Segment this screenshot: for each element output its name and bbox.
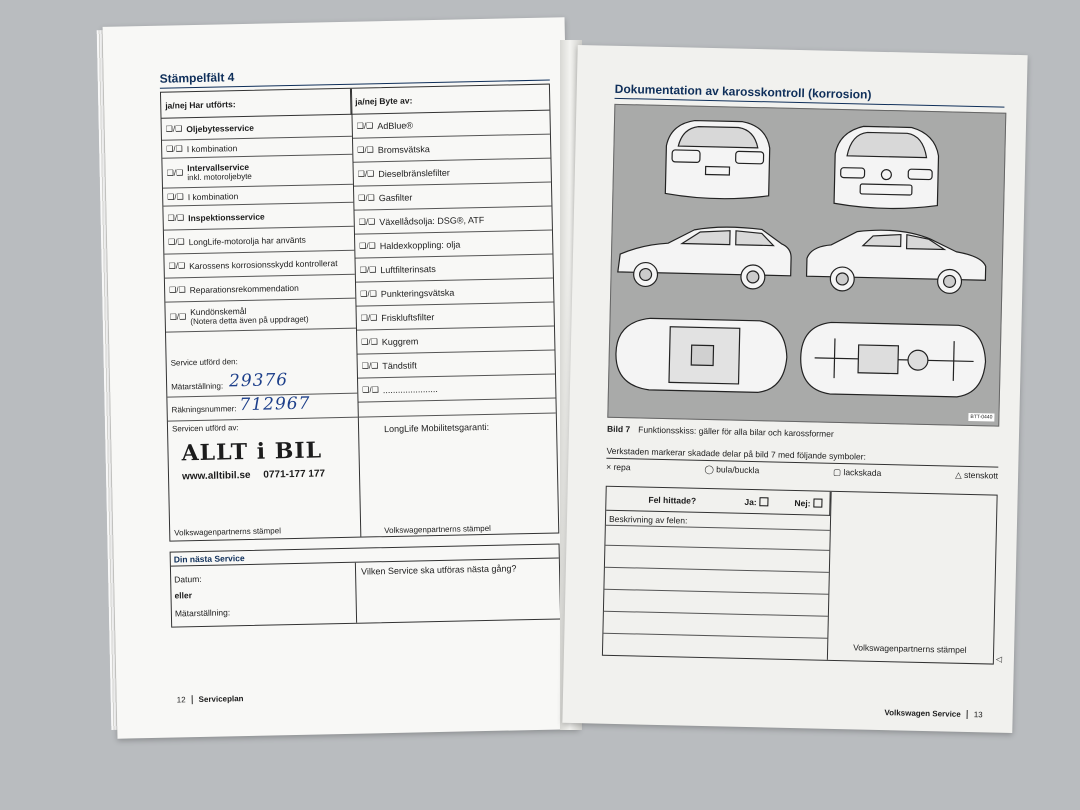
right-title: Dokumentation av karosskontroll (korrosion) xyxy=(614,81,872,102)
performed-label xyxy=(190,304,309,326)
partner-stamp-label: Volkswagenpartnerns stämpel xyxy=(174,526,282,538)
write-line xyxy=(605,567,829,573)
stamp-company-name: ALLT i BIL xyxy=(181,437,323,467)
replaced-label: Kuggrem xyxy=(381,335,419,347)
performed-text: Intervallservice xyxy=(187,161,250,173)
write-line xyxy=(604,589,828,595)
next-service-title: Din nästa Service xyxy=(171,544,559,566)
replaced-label: AdBlue® xyxy=(377,119,414,131)
performed-label xyxy=(187,161,252,182)
write-line xyxy=(603,633,827,639)
figure-caption xyxy=(607,424,834,439)
right-partner-stamp-label: Volkswagenpartnerns stämpel xyxy=(853,642,967,655)
symbol-paint-damage: ▢ lackskada xyxy=(833,466,882,478)
performed-text: I kombination xyxy=(187,190,239,202)
replaced-label: Punkteringsvätska xyxy=(380,287,455,299)
partner-stamp-label-right: Volkswagenpartnerns stämpel xyxy=(384,523,492,536)
fault-found-label: Fel hittade? xyxy=(648,494,697,506)
ja-nej-checkbox[interactable]: ❑/❑ xyxy=(168,236,185,247)
performed-text: Kundönskemål xyxy=(190,305,247,317)
ja-nej-checkbox[interactable]: ❑/❑ xyxy=(168,260,186,271)
right-page xyxy=(562,45,1027,733)
car-sketch-svg xyxy=(608,105,1005,426)
ja-nej-checkbox[interactable]: ❑/❑ xyxy=(358,192,375,203)
ja-nej-checkbox[interactable]: ❑/❑ xyxy=(357,144,374,155)
write-line xyxy=(604,611,828,617)
ja-nej-checkbox[interactable]: ❑/❑ xyxy=(166,143,183,154)
stamp-phone: 0771-177 177 xyxy=(263,468,326,481)
ja-nej-checkbox[interactable]: ❑/❑ xyxy=(361,336,378,347)
ja-nej-checkbox[interactable]: ❑/❑ xyxy=(359,240,376,251)
car-side-view-left xyxy=(618,225,792,290)
ja-nej-checkbox[interactable]: ❑/❑ xyxy=(359,264,377,275)
ja-nej-checkbox[interactable]: ❑/❑ xyxy=(167,191,184,202)
symbol-stone-chip: △ stenskott xyxy=(955,469,999,481)
replaced-label: Bromsvätska xyxy=(377,143,430,155)
left-page xyxy=(103,17,580,739)
invoice-value: 712967 xyxy=(239,393,311,416)
performed-text: Oljebytesservice xyxy=(186,122,254,134)
invoice-label: Räkningsnummer: xyxy=(171,404,237,415)
performed-label xyxy=(189,258,338,271)
no-label: Nej: xyxy=(794,498,811,509)
car-rear-view xyxy=(665,120,770,200)
yes-label: Ja: xyxy=(744,496,757,508)
ja-nej-checkbox[interactable]: ❑/❑ xyxy=(360,312,378,323)
replaced-label: Gasfilter xyxy=(378,191,413,203)
replaced-label: Växellådsolja: DSG®, ATF xyxy=(379,214,485,227)
ja-nej-checkbox[interactable]: ❑/❑ xyxy=(357,168,375,179)
performed-text: Reparationsrekommendation xyxy=(189,282,299,295)
col-a-header: ja/nej Har utförts: xyxy=(161,89,352,119)
performed-text: I kombination xyxy=(186,142,238,154)
replaced-label: Luftfilterinsats xyxy=(380,263,436,275)
fault-box xyxy=(602,486,998,665)
ja-nej-checkbox[interactable]: ❑/❑ xyxy=(169,284,186,295)
car-side-view-right xyxy=(806,228,986,294)
right-footer xyxy=(884,708,982,719)
marking-instructions: Verkstaden markerar skadade delar på bild 7 med följande symboler: xyxy=(606,445,867,462)
replaced-label: Friskluftsfilter xyxy=(381,311,435,323)
performed-text: Karossens korrosionsskydd kontrollerat xyxy=(189,257,338,271)
next-or-label: eller xyxy=(174,590,193,601)
ja-nej-checkbox[interactable]: ❑/❑ xyxy=(361,360,379,371)
ja-nej-checkbox[interactable]: ❑/❑ xyxy=(167,212,185,223)
performed-label xyxy=(187,143,238,154)
ja-nej-checkbox[interactable]: ❑/❑ xyxy=(362,384,379,395)
symbol-dent: ◯ bula/buckla xyxy=(704,463,760,476)
performed-label xyxy=(188,191,239,202)
guarantee-label: LongLife Mobilitetsgaranti: xyxy=(383,421,490,435)
car-underbody-view xyxy=(800,322,986,398)
right-footer-label: Volkswagen Service xyxy=(884,708,968,719)
replaced-row[interactable] xyxy=(358,375,555,403)
left-footer xyxy=(177,694,244,704)
next-service-question: Vilken Service ska utföras nästa gång? xyxy=(360,563,517,577)
write-line xyxy=(605,545,829,551)
figure-code: BTT-0440 xyxy=(968,413,994,422)
next-service-box xyxy=(170,543,562,627)
odometer-value: 29376 xyxy=(228,370,289,392)
yes-checkbox[interactable] xyxy=(760,497,769,506)
replaced-label: Dieselbränslefilter xyxy=(378,167,450,179)
fault-divider xyxy=(827,492,832,660)
car-sketch-figure xyxy=(607,104,1006,427)
service-date-label: Service utförd den: xyxy=(170,357,238,368)
replaced-label: Tändstift xyxy=(382,359,417,371)
performed-label xyxy=(189,234,306,246)
next-odometer-label: Mätarställning: xyxy=(174,607,231,619)
description-label: Beskrivning av felen: xyxy=(608,513,688,526)
odometer-label: Mätarställning: xyxy=(171,381,224,392)
stamp-url: www.alltibil.se xyxy=(181,469,251,483)
performed-row[interactable] xyxy=(162,155,353,189)
right-page-number: 13 xyxy=(973,710,983,720)
left-footer-label: Serviceplan xyxy=(198,694,244,705)
car-top-view xyxy=(615,318,787,393)
no-checkbox[interactable] xyxy=(813,498,822,507)
performed-label xyxy=(186,122,254,133)
write-line xyxy=(606,525,830,531)
ja-nej-checkbox[interactable]: ❑/❑ xyxy=(165,123,183,134)
caption-label: Bild 7 xyxy=(606,423,631,435)
performed-text: LongLife-motorolja har använts xyxy=(188,234,306,247)
performed-text: Inspektionsservice xyxy=(188,211,265,223)
next-date-label: Datum: xyxy=(174,573,202,585)
section-title: Stämpelfält 4 xyxy=(159,70,235,86)
yes-option[interactable] xyxy=(744,497,769,508)
row-rule xyxy=(168,413,556,422)
performed-subtext: inkl. motoroljebyte xyxy=(187,171,252,182)
left-page-number: 12 xyxy=(177,695,193,704)
performed-row[interactable] xyxy=(165,299,356,333)
ja-nej-checkbox[interactable]: ❑/❑ xyxy=(166,167,184,178)
ja-nej-checkbox[interactable]: ❑/❑ xyxy=(169,311,187,322)
triangle-marker: ◁ xyxy=(995,654,1003,664)
next-service-divider xyxy=(355,563,357,623)
performed-by-label: Servicen utförd av: xyxy=(171,423,239,434)
performed-label xyxy=(190,282,299,294)
no-option[interactable] xyxy=(794,498,822,509)
ja-nej-checkbox[interactable]: ❑/❑ xyxy=(356,120,374,131)
performed-subtext: (Notera detta även på uppdraget) xyxy=(190,314,309,326)
col-b-header: ja/nej Byte av: xyxy=(351,85,550,115)
replaced-label: ...................... xyxy=(382,383,438,395)
ja-nej-checkbox[interactable]: ❑/❑ xyxy=(360,288,377,299)
symbol-scratch: × repa xyxy=(606,461,631,473)
performed-label xyxy=(188,211,265,223)
ja-nej-checkbox[interactable]: ❑/❑ xyxy=(358,216,376,227)
car-front-view xyxy=(834,126,939,210)
fault-header xyxy=(606,487,830,516)
replaced-label: Haldexkoppling: olja xyxy=(379,238,461,251)
caption-text: Funktionsskiss: gäller för alla bilar och karossformer xyxy=(638,424,834,439)
